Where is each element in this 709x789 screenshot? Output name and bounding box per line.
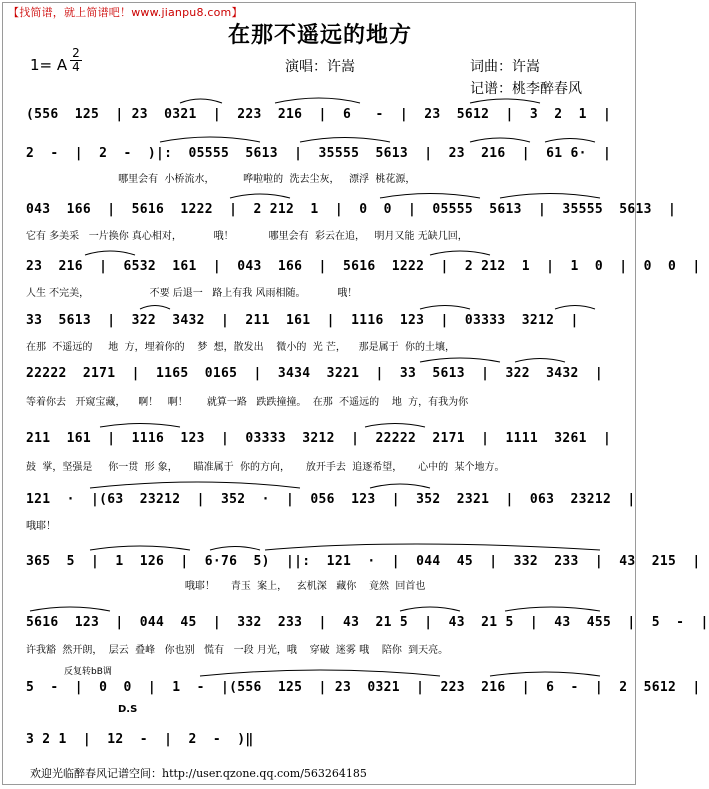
lyric-row: 在那 不遥远的 地 方，埋着你的 梦 想，散发出 微小的 光 芒， 那是属于 你的土壤， bbox=[26, 342, 456, 353]
notation-row: 5616 123 | 044 45 | 332 233 | 43 21 5 | 43 21 5 | 43 455 | 5 - | bbox=[26, 615, 709, 630]
lyric-row: 哦耶！ bbox=[26, 521, 56, 532]
notation-row: 33 5613 | 322 3432 | 211 161 | 1116 123 | 03333 3212 | bbox=[26, 313, 579, 328]
notation-row: 121 · |(63 23212 | 352 · | 056 123 | 352 2321 | 063 23212 | bbox=[26, 492, 636, 507]
lyric-row: 哪里会有 小桥流水， 哗啦啦的 洗去尘灰， 漂浮 桃花源， bbox=[26, 174, 416, 185]
notation-row: 23 216 | 6532 161 | 043 166 | 5616 1222 | 2 212 1 | 1 0 | 0 0 | bbox=[26, 259, 701, 274]
lyric-row: 鼓 掌，坚强是 你一贯 形 象， 瞄准属于 你的方向， 放开手去 追逐希望， 心中的 某个地方。 bbox=[26, 462, 505, 473]
lyric-row: 许我豁 然开朗， 层云 叠峰 你也别 慌有 一段 月光，哦 穿破 迷雾 哦 陪你 到天亮。 bbox=[26, 645, 449, 656]
meter-top: 2 bbox=[72, 46, 80, 60]
notation-row: 5 - | 0 0 | 1 - |(556 125 | 23 0321 | 223 216 | 6 - | 2 5612 | bbox=[26, 680, 701, 695]
lyric-row: 它有 多美采 一片换你 真心相对， 哦！ 哪里会有 彩云在追， 明月又能 无缺几回， bbox=[26, 231, 468, 242]
notation-row: 211 161 | 1116 123 | 03333 3212 | 22222 2171 | 1111 3261 | bbox=[26, 431, 612, 446]
lyric-row: 人生 不完美， 不要 后退一 路上有我 风雨相随。 哦！ bbox=[26, 288, 358, 299]
lyric-row: 等着你去 开窥宝藏， 啊！ 啊！ 就算一路 跌跌撞撞。 在那 不遥远的 地 方，有我为你 bbox=[26, 397, 469, 408]
singer-credit: 演唱：许嵩 bbox=[285, 59, 355, 75]
song-title: 在那不遥远的地方 bbox=[227, 22, 412, 48]
key-signature: 1= A bbox=[30, 56, 68, 74]
site-banner[interactable]: 【找简谱，就上简谱吧！www.jianpu8.com】 bbox=[8, 6, 243, 19]
notation-row: 043 166 | 5616 1222 | 2 212 1 | 0 0 | 05555 5613 | 35555 5613 | bbox=[26, 202, 677, 217]
notation-row: 365 5 | 1 126 | 6·76 5) ||: 121 · | 044 45 | 332 233 | 43 215 | bbox=[26, 554, 701, 569]
notation-row: 2 - | 2 - )|: 05555 5613 | 35555 5613 | 23 216 | 61 6· | bbox=[26, 146, 612, 161]
time-signature bbox=[70, 48, 82, 73]
dal-segno-mark: D.S bbox=[118, 704, 138, 715]
notation-row: 22222 2171 | 1165 0165 | 3434 3221 | 33 5613 | 322 3432 | bbox=[26, 366, 603, 381]
lyric-row: 哦耶！ 青玉 案上， 玄机深 藏你 竟然 回首也 bbox=[26, 581, 426, 592]
notation-row: 3 2 1 | 12 - | 2 - )‖ bbox=[26, 732, 254, 747]
transcriber-credit: 记谱：桃李醉春风 bbox=[470, 81, 582, 97]
repeat-key-change-note: 反复转bB调 bbox=[64, 667, 112, 677]
notation-row: (556 125 | 23 0321 | 223 216 | 6 - | 23 5612 | 3 2 1 | bbox=[26, 107, 612, 122]
composer-credit: 词曲：许嵩 bbox=[470, 59, 540, 75]
meter-bottom: 4 bbox=[72, 60, 80, 74]
footer-credit: 欢迎光临醉春风记谱空间：http://user.qzone.qq.com/563264185 bbox=[30, 767, 367, 780]
